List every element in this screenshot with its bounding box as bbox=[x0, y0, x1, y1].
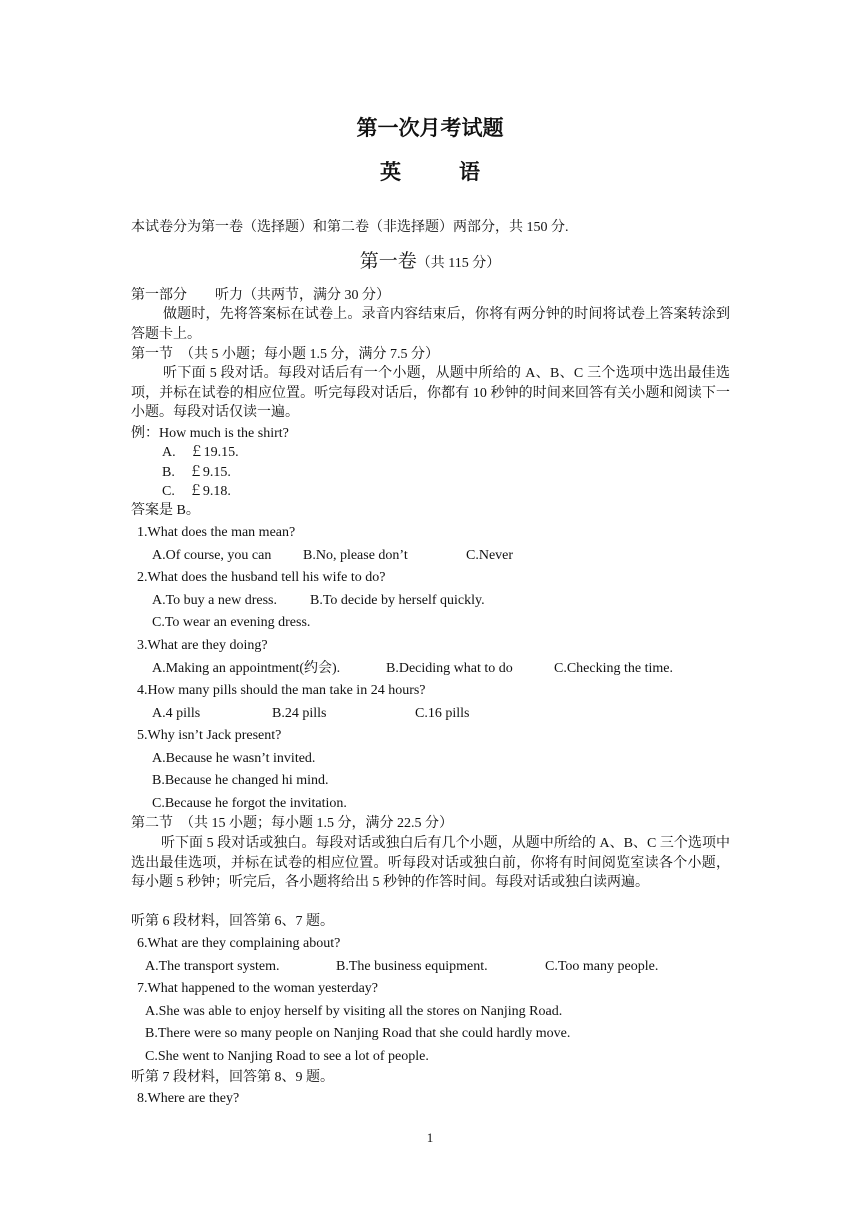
q7-option-b: B.There were so many people on Nanjing Road that she could hardly move. bbox=[145, 1026, 571, 1041]
subject-title bbox=[0, 158, 860, 186]
question-3: 3.What are they doing? bbox=[137, 638, 268, 653]
part1-heading: 第一部分 听力（共两节，满分 30 分） bbox=[131, 288, 390, 303]
q6-option-b: B.The business equipment. bbox=[336, 959, 488, 974]
q6-option-c: C.Too many people. bbox=[545, 959, 659, 974]
q7-option-a: A.She was able to enjoy herself by visiting all the stores on Nanjing Road. bbox=[145, 1004, 563, 1019]
q2-option-b: B.To decide by herself quickly. bbox=[310, 593, 485, 608]
question-8: 8.Where are they? bbox=[137, 1091, 240, 1106]
q5-option-b: B.Because he changed hi mind. bbox=[152, 773, 329, 788]
material-7-note: 听第 7 段材料，回答第 8、9 题。 bbox=[131, 1070, 334, 1085]
question-5: 5.Why isn’t Jack present? bbox=[137, 728, 282, 743]
volume-label: 第一卷 bbox=[359, 251, 417, 272]
q2-option-c: C.To wear an evening dress. bbox=[152, 615, 311, 630]
example-question: 例：How much is the shirt? bbox=[131, 426, 289, 441]
q6-option-a: A.The transport system. bbox=[145, 959, 280, 974]
part1-instruction: 做题时，先将答案标在试卷上。录音内容结束后，你将有两分钟的时间将试卷上答案转涂到答题卡上。 bbox=[131, 307, 730, 342]
q5-option-c: C.Because he forgot the invitation. bbox=[152, 796, 347, 811]
example-option-c: C. ￡9.18. bbox=[162, 484, 231, 499]
subject-char-2: 语 bbox=[459, 160, 480, 184]
q1-option-b: B.No, please don’t bbox=[303, 548, 408, 563]
question-2: 2.What does the husband tell his wife to do? bbox=[137, 570, 386, 585]
question-4: 4.How many pills should the man take in 24 hours? bbox=[137, 683, 426, 698]
question-1: 1.What does the man mean? bbox=[137, 525, 296, 540]
question-6: 6.What are they complaining about? bbox=[137, 936, 341, 951]
q3-option-c: C.Checking the time. bbox=[554, 661, 673, 676]
example-answer: 答案是 B。 bbox=[131, 503, 200, 518]
section2-instruction: 听下面 5 段对话或独白。每段对话或独白后有几个小题，从题中所给的 A、B、C 三个选项中选出最佳选项，并标在试卷的相应位置。听每段对话或独白前，你将有时间阅览室读各个小题，每小题 5 秒钟；听完后，各小题将给出 5 秒钟的作答时间。每段对话或独白读两遍。 bbox=[131, 836, 730, 891]
example-option-b: B. ￡9.15. bbox=[162, 465, 231, 480]
q3-option-a: A.Making an appointment(约会). bbox=[152, 661, 341, 676]
q1-option-c: C.Never bbox=[466, 548, 514, 563]
volume-heading bbox=[0, 249, 860, 277]
q3-option-b: B.Deciding what to do bbox=[386, 661, 513, 676]
section1-heading: 第一节 （共 5 小题；每小题 1.5 分，满分 7.5 分） bbox=[131, 347, 439, 362]
page-number: 1 bbox=[426, 1130, 434, 1145]
section2-heading: 第二节 （共 15 小题；每小题 1.5 分，满分 22.5 分） bbox=[131, 816, 453, 831]
q1-option-a: A.Of course, you can bbox=[152, 548, 272, 563]
q5-option-a: A.Because he wasn’t invited. bbox=[152, 751, 316, 766]
q2-option-a: A.To buy a new dress. bbox=[152, 593, 277, 608]
intro-text: 本试卷分为第一卷（选择题）和第二卷（非选择题）两部分，共 150 分. bbox=[131, 220, 569, 235]
q4-option-b: B.24 pills bbox=[272, 706, 327, 721]
q4-option-c: C.16 pills bbox=[415, 706, 470, 721]
q4-option-a: A.4 pills bbox=[152, 706, 201, 721]
subject-char-1: 英 bbox=[380, 160, 401, 184]
example-option-a: A. ￡19.15. bbox=[162, 445, 239, 460]
exam-title: 第一次月考试题 bbox=[356, 116, 504, 140]
volume-score: （共 115 分） bbox=[416, 256, 501, 271]
section1-instruction: 听下面 5 段对话。每段对话后有一个小题，从题中所给的 A、B、C 三个选项中选出最佳选项，并标在试卷的相应位置。听完每段对话后，你都有 10 秒钟的时间来回答有关小题和阅读下一小题。每段对话仅读一遍。 bbox=[131, 366, 730, 421]
q7-option-c: C.She went to Nanjing Road to see a lot of people. bbox=[145, 1049, 429, 1064]
material-6-note: 听第 6 段材料，回答第 6、7 题。 bbox=[131, 914, 334, 929]
question-7: 7.What happened to the woman yesterday? bbox=[137, 981, 379, 996]
